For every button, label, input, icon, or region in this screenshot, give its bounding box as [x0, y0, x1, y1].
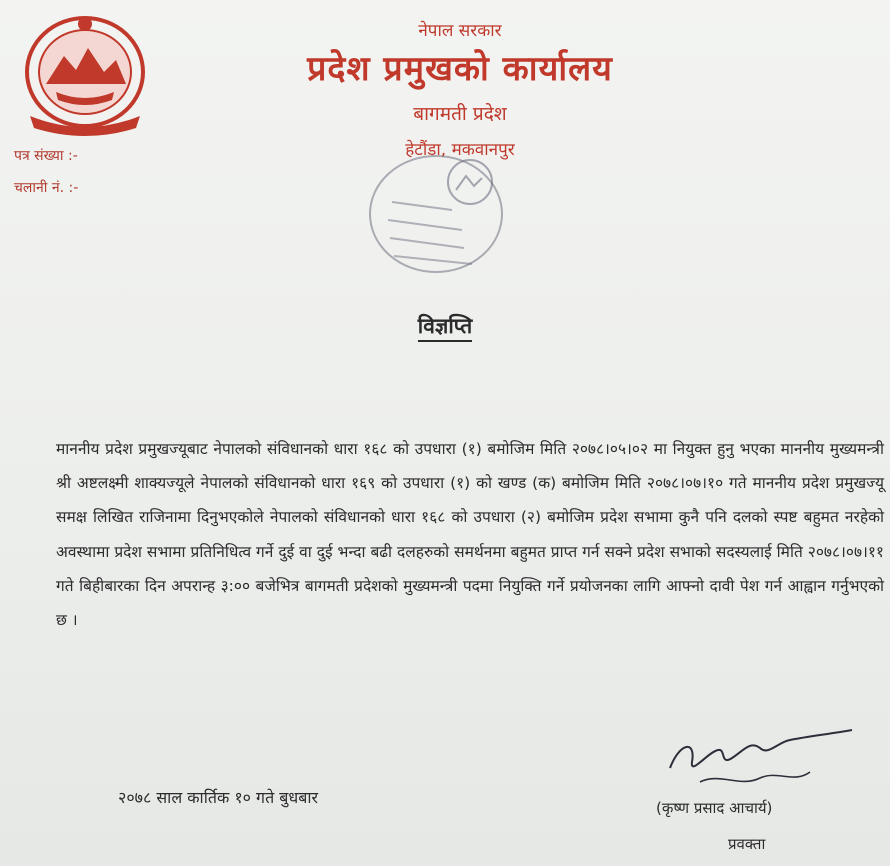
notice-title: विज्ञप्ति	[0, 312, 890, 340]
notice-body: माननीय प्रदेश प्रमुखज्यूबाट नेपालको संविधानको धारा १६८ को उपधारा (१) बमोजिम मिति २०७८।०५।०२ मा नियुक्त हुनु भएका माननीय मुख्यमन्त्री श्री अष्टलक्ष्मी शाक्यज्यूले नेपालको संविधानको धारा १६९ को उपधारा (१) को खण्ड (क) बमोजिम मिति २०७८।०७।१० गते माननीय प्रदेश प्रमुखज्यू समक्ष लिखित राजिनामा दिनुभएकोले नेपालको संविधानको धारा १६८ को उपधारा (२) बमोजिम प्रदेश सभामा कुनै पनि दलको स्पष्ट बहुमत नरहेको अवस्थामा प्रदेश सभामा प्रतिनिधित्व गर्ने दुई वा दुई भन्दा बढी दलहरुको समर्थनमा बहुमत प्राप्त गर्न सक्ने प्रदेश सभाको सदस्यलाई मिति २०७८।०७।११ गते बिहीबारका दिन अपरान्ह ३:०० बजेभित्र बागमती प्रदेशको मुख्यमन्त्री पदमा नियुक्ति गर्ने प्रयोजनका लागि आफ्नो दावी पेश गर्न आह्वान गर्नुभएको छ ।	[56, 440, 884, 630]
letter-number-label: पत्र संख्या :-	[14, 148, 78, 164]
nepal-emblem-icon	[16, 12, 154, 136]
signatory-role: प्रवक्ता	[728, 835, 766, 853]
dispatch-number-label: चलानी नं. :-	[14, 180, 79, 196]
city-name: हेटौंडा, मकवानपुर	[405, 140, 515, 160]
office-stamp-icon	[352, 150, 512, 290]
signature-icon	[660, 722, 860, 792]
office-name: प्रदेश प्रमुखको कार्यालय	[307, 49, 613, 89]
province-name: बागमती प्रदेश	[413, 103, 507, 125]
signatory-name: (कृष्ण प्रसाद आचार्य)	[656, 799, 773, 817]
notice-date: २०७८ साल कार्तिक १० गते बुधबार	[118, 788, 319, 807]
government-name: नेपाल सरकार	[418, 21, 502, 41]
